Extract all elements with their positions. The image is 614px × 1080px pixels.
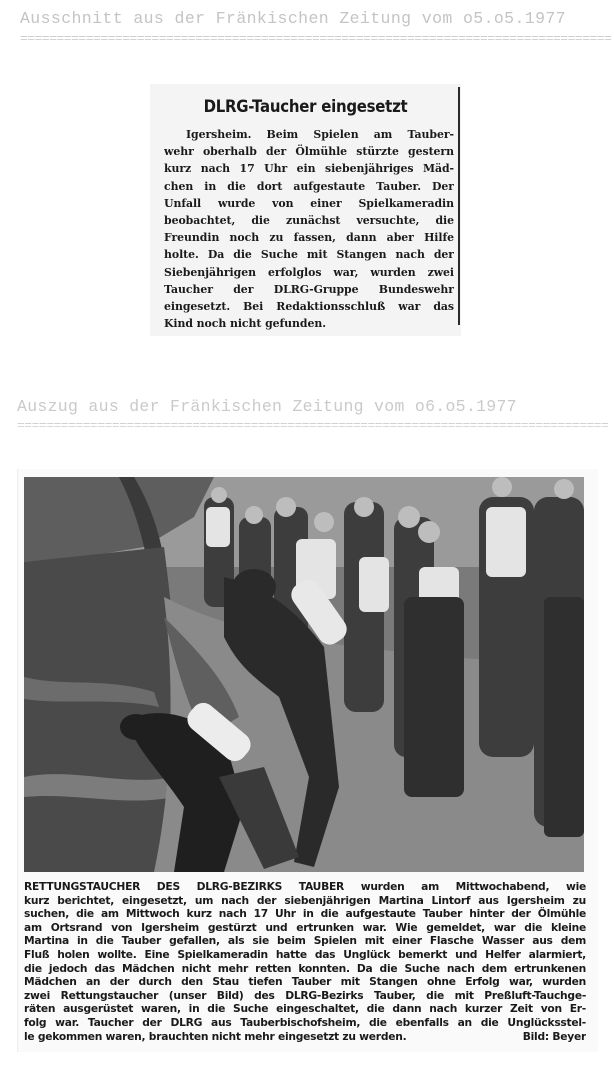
news-photo-divers (24, 477, 584, 872)
article-line: Freundin noch zu fassen, dann aber Hilfe (164, 231, 454, 245)
article-line: eingesetzt. Bei Redaktionsschluß war das (164, 299, 454, 313)
caption-line: Fluß holen wollte. Eine Spielkameradin hatte das Unglück bemerkt und Helfer alarmiert, (24, 947, 586, 961)
photo-credit: Bild: Beyer (522, 1029, 586, 1043)
caption-line: am Ortsrand von Igersheim gestürzt und ertrunken war. Wie gemeldet, war die kleine (24, 920, 586, 934)
caption-line: le gekommen waren, brauchten nicht mehr eingesetzt zu werden. (24, 1029, 407, 1043)
caption-line: Mädchen an der durch den Stau tiefen Tauber mit Stangen ohne Erfolg war, wurden (24, 975, 586, 989)
article-line: beobachtet, die zunächst versuchte, die (164, 213, 454, 227)
article-line: Kind noch nicht gefunden. (164, 317, 326, 331)
article-body (164, 126, 454, 332)
caption-line: kurz berichtet, eingesetzt, um nach der siebenjährigen Martina Lintorf aus Igersheim zu (24, 893, 586, 907)
photo-caption (24, 880, 586, 1043)
article-line: chen in die dort aufgestaute Tauber. Der (164, 179, 454, 193)
caption-line: die jedoch das Mädchen nicht mehr retten konnten. Da die Suche nach dem ertrunkenen (24, 961, 586, 975)
clipping-header-1: Ausschnitt aus der Fränkischen Zeitung vom o5.o5.1977 (20, 9, 566, 28)
header-rule-2: ================================================================================= (17, 418, 609, 433)
caption-line: zwei Rettungstaucher (unser Bild) des DLRG-Bezirks Tauber, die mit Preßluft-Tauchge- (24, 988, 586, 1002)
caption-line: suchen, die am Mittwoch kurz nach 17 Uhr in die aufgestaute Tauber hinter der Ölmühle (24, 907, 586, 921)
caption-line: RETTUNGSTAUCHER DES DLRG-BEZIRKS TAUBER wurden am Mittwochabend, wie (24, 880, 586, 893)
article-line: Igersheim. Beim Spielen am Tauber- (186, 128, 454, 141)
header-rule-1: ================================================================================= (20, 31, 612, 46)
article-line: wehr oberhalb der Ölmühle stürzte gestern (164, 145, 454, 159)
article-line: holte. Da die Suche mit Stangen nach der (164, 248, 454, 262)
clipping-header-2: Auszug aus der Fränkischen Zeitung vom o6.o5.1977 (17, 397, 517, 416)
clipping-border-line (458, 87, 460, 325)
caption-line-last (24, 1030, 586, 1044)
article-line: Siebenjährigen erfolglos war, wurden zwei (164, 265, 454, 279)
article-line: Unfall wurde von einer Spielkameradin (164, 196, 454, 210)
caption-line: Martina in die Tauber gefallen, als sie beim Spielen mit einer Flasche Wasser aus dem (24, 934, 586, 948)
article-title: DLRG-Taucher eingesetzt (203, 97, 408, 117)
caption-line: folg war. Taucher der DLRG aus Tauberbischofsheim, die ebenfalls an die Unglücksstel- (24, 1015, 586, 1029)
article-line: Taucher der DLRG-Gruppe Bundeswehr (164, 282, 454, 296)
caption-line: räten ausgerüstet waren, in die Suche eingeschaltet, die dann nach kurzer Zeit von Er- (24, 1002, 586, 1016)
article-line: kurz nach 17 Uhr ein siebenjähriges Mäd- (164, 162, 454, 176)
